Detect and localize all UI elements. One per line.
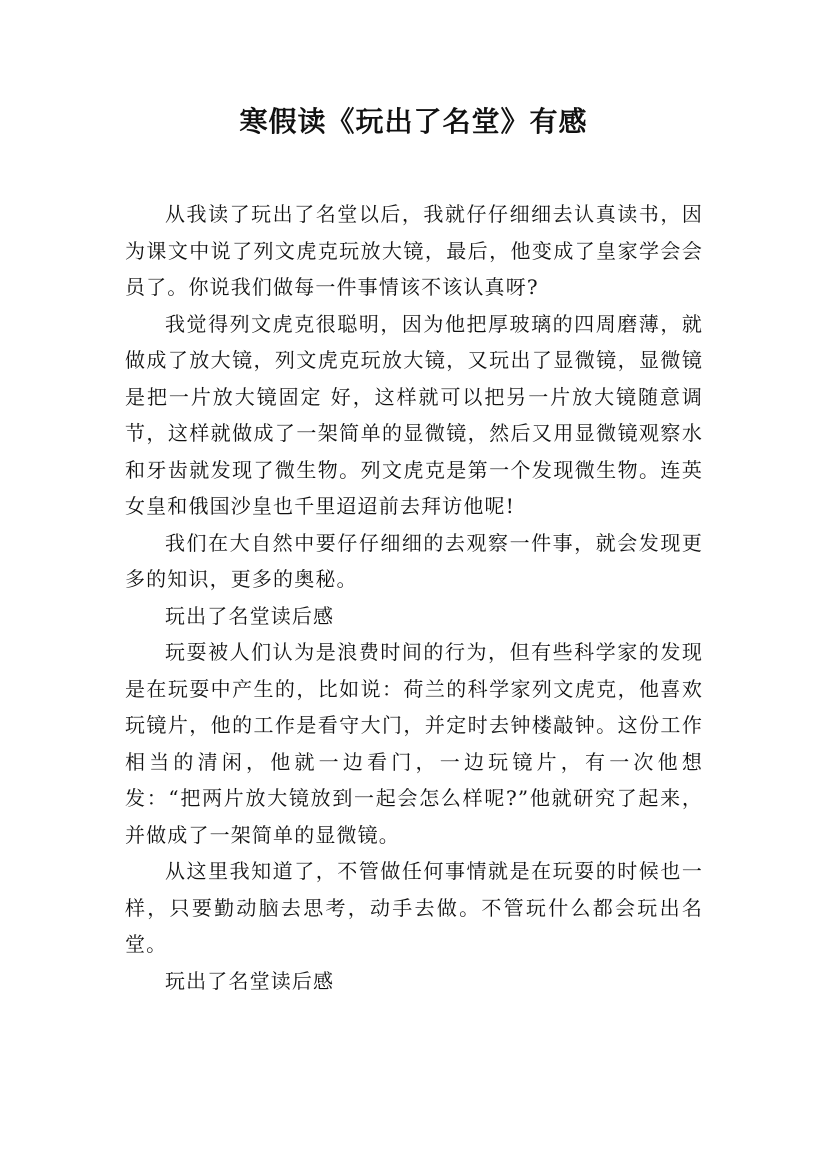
- paragraph-3: 我们在大自然中要仔仔细细的去观察一件事，就会发现更多的知识，更多的奥秘。: [125, 530, 703, 591]
- paragraph-4: 玩耍被人们认为是浪费时间的行为，但有些科学家的发现是在玩耍中产生的，比如说：荷兰的科学家列文虎克，他喜欢玩镜片，他的工作是看守大门，并定时去钟楼敲钟。这份工作相当的清闲，他就一边看门，一边玩镜片，有一次他想发：“把两片放大镜放到一起会怎么样呢?”他就研究了起来，并做成了一架简单的显微镜。: [125, 640, 703, 847]
- document-title: 寒假读《玩出了名堂》有感: [239, 105, 588, 138]
- paragraph-1: 从我读了玩出了名堂以后，我就仔仔细细去认真读书，因为课文中说了列文虎克玩放大镜，最后，他变成了皇家学会会员了。你说我们做每一件事情该不该认真呀?: [125, 202, 703, 299]
- paragraph-5: 从这里我知道了，不管做任何事情就是在玩耍的时候也一样，只要勤动脑去思考，动手去做。不管玩什么都会玩出名堂。: [125, 859, 703, 956]
- paragraph-2: 我觉得列文虎克很聪明，因为他把厚玻璃的四周磨薄，就做成了放大镜，列文虎克玩放大镜，又玩出了显微镜，显微镜是把一片放大镜固定 好，这样就可以把另一片放大镜随意调节，这样就做成了一架简单的显微镜，然后又用显微镜观察水和牙齿就发现了微生物。列文虎克是第一个发现微生物。连英女皇和俄国沙皇也千里迢迢前去拜访他呢!: [125, 311, 703, 518]
- document-body: [125, 196, 703, 999]
- section-heading-1: 玩出了名堂读后感: [165, 603, 335, 628]
- section-heading-2: 玩出了名堂读后感: [165, 968, 335, 993]
